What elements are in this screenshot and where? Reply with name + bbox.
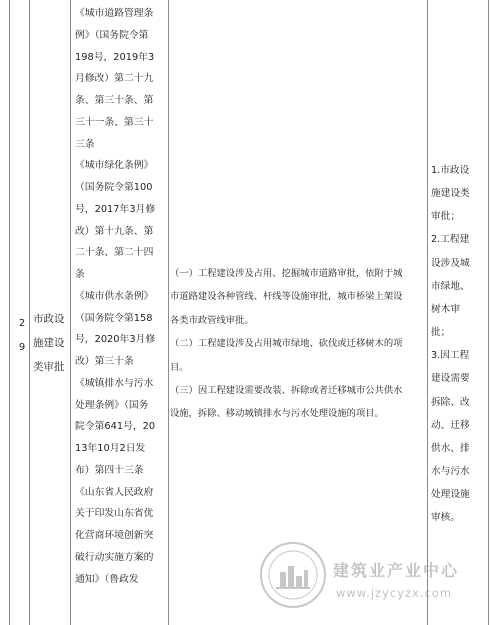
basis-line: （国务院令第100 xyxy=(75,182,153,193)
basis-line: 条 xyxy=(75,269,85,280)
content-line: 设施，拆除、移动城镇排水与污水处理设施的项目。 xyxy=(170,408,384,420)
basis-line: 号，2020年3月修 xyxy=(75,334,156,346)
watermark-seal-icon xyxy=(258,540,328,610)
watermark-name: 建筑业产业中心 xyxy=(333,561,460,580)
basis-line: 《城市供水条例》 xyxy=(75,290,154,302)
basis-line: 三条 xyxy=(75,138,95,150)
scope-line: 市绿地、 xyxy=(431,280,470,292)
legal-basis-cell xyxy=(75,3,167,590)
content-line: （一）工程建设涉及占用、挖掘城市道路审批，依附于城 xyxy=(170,268,403,279)
basis-line: 例》（国务院令第 xyxy=(75,29,149,41)
scope-line: 2.工程建 xyxy=(431,234,470,246)
basis-line: 改）第三十条 xyxy=(75,356,134,367)
column-divider xyxy=(70,0,71,625)
basis-line: 号，2017年3月修 xyxy=(75,203,156,215)
basis-line: 化营商环境创新突 xyxy=(75,530,154,541)
approval-content-cell xyxy=(170,262,422,426)
item-name-line: 市政设 xyxy=(33,313,65,325)
basis-line: 198号，2019年3 xyxy=(75,51,155,63)
scope-line: 处理设施 xyxy=(431,489,470,501)
column-divider xyxy=(168,0,169,625)
basis-line: 月修改）第二十九 xyxy=(75,73,154,85)
scope-line: 建设需要 xyxy=(431,373,470,385)
scope-line: 批； xyxy=(431,327,451,339)
scope-line: 拆除、改 xyxy=(431,396,470,408)
scope-line: 审核。 xyxy=(431,512,461,524)
watermark xyxy=(258,540,488,618)
scope-line: 施建设类 xyxy=(431,188,470,200)
basis-line: （国务院令第158 xyxy=(75,312,153,324)
content-line: 目。 xyxy=(170,361,189,373)
basis-line: 13年10月2日发 xyxy=(75,443,146,454)
content-line: （二）工程建设涉及占用城市绿地、砍伐或迁移树木的项 xyxy=(170,338,403,350)
basis-line: 《山东省人民政府 xyxy=(75,486,154,498)
basis-line: 《城镇排水与污水 xyxy=(75,377,154,389)
basis-line: 二十条、第二十四 xyxy=(75,247,154,259)
item-name-line: 类审批 xyxy=(33,361,65,373)
scope-line: 1.市政设 xyxy=(431,165,470,176)
basis-line: 改）第十九条、第 xyxy=(75,225,154,237)
basis-line: 院令第641号，20 xyxy=(75,421,156,433)
basis-line: 通知》（鲁政发 xyxy=(75,573,139,585)
content-line: 市道路建设各种管线、杆线等设施审批，城市桥梁上架设 xyxy=(170,291,403,303)
scope-line: 3.因工程 xyxy=(431,350,470,362)
basis-line: 《城市绿化条例》 xyxy=(75,160,154,172)
basis-line: 破行动实施方案的 xyxy=(75,551,154,563)
scope-line: 审批； xyxy=(431,211,461,223)
item-name-cell xyxy=(33,307,69,379)
content-line: （三）因工程建设需要改装、拆除或者迁移城市公共供水 xyxy=(170,385,403,397)
scope-line: 水与污水 xyxy=(431,466,470,478)
basis-line: 条、第三十条、第 xyxy=(75,95,154,106)
scope-line: 动、迁移 xyxy=(431,419,470,431)
scope-line: 供水、排 xyxy=(431,442,470,454)
row-number-cell xyxy=(12,312,32,360)
basis-line: 关于印发山东省优 xyxy=(75,508,154,520)
column-divider xyxy=(427,0,428,625)
row-number: 2 xyxy=(18,318,26,329)
basis-line: 《城市道路管理条 xyxy=(75,8,154,19)
content-line: 各类市政管线审批。 xyxy=(170,314,254,326)
approval-scope-cell xyxy=(431,159,486,530)
basis-line: 处理条例》（国务 xyxy=(75,399,149,411)
watermark-url: www.jzycyzx.com xyxy=(336,586,453,600)
table-border-right xyxy=(488,0,489,625)
basis-line: 布）第四十三条 xyxy=(75,464,144,476)
basis-line: 三十一条、第三十 xyxy=(75,116,154,128)
table-border-left xyxy=(9,0,10,625)
row-number: 9 xyxy=(18,342,26,353)
scope-line: 树木审 xyxy=(431,303,461,315)
scope-line: 设涉及城 xyxy=(431,257,470,269)
item-name-line: 施建设 xyxy=(33,337,65,349)
